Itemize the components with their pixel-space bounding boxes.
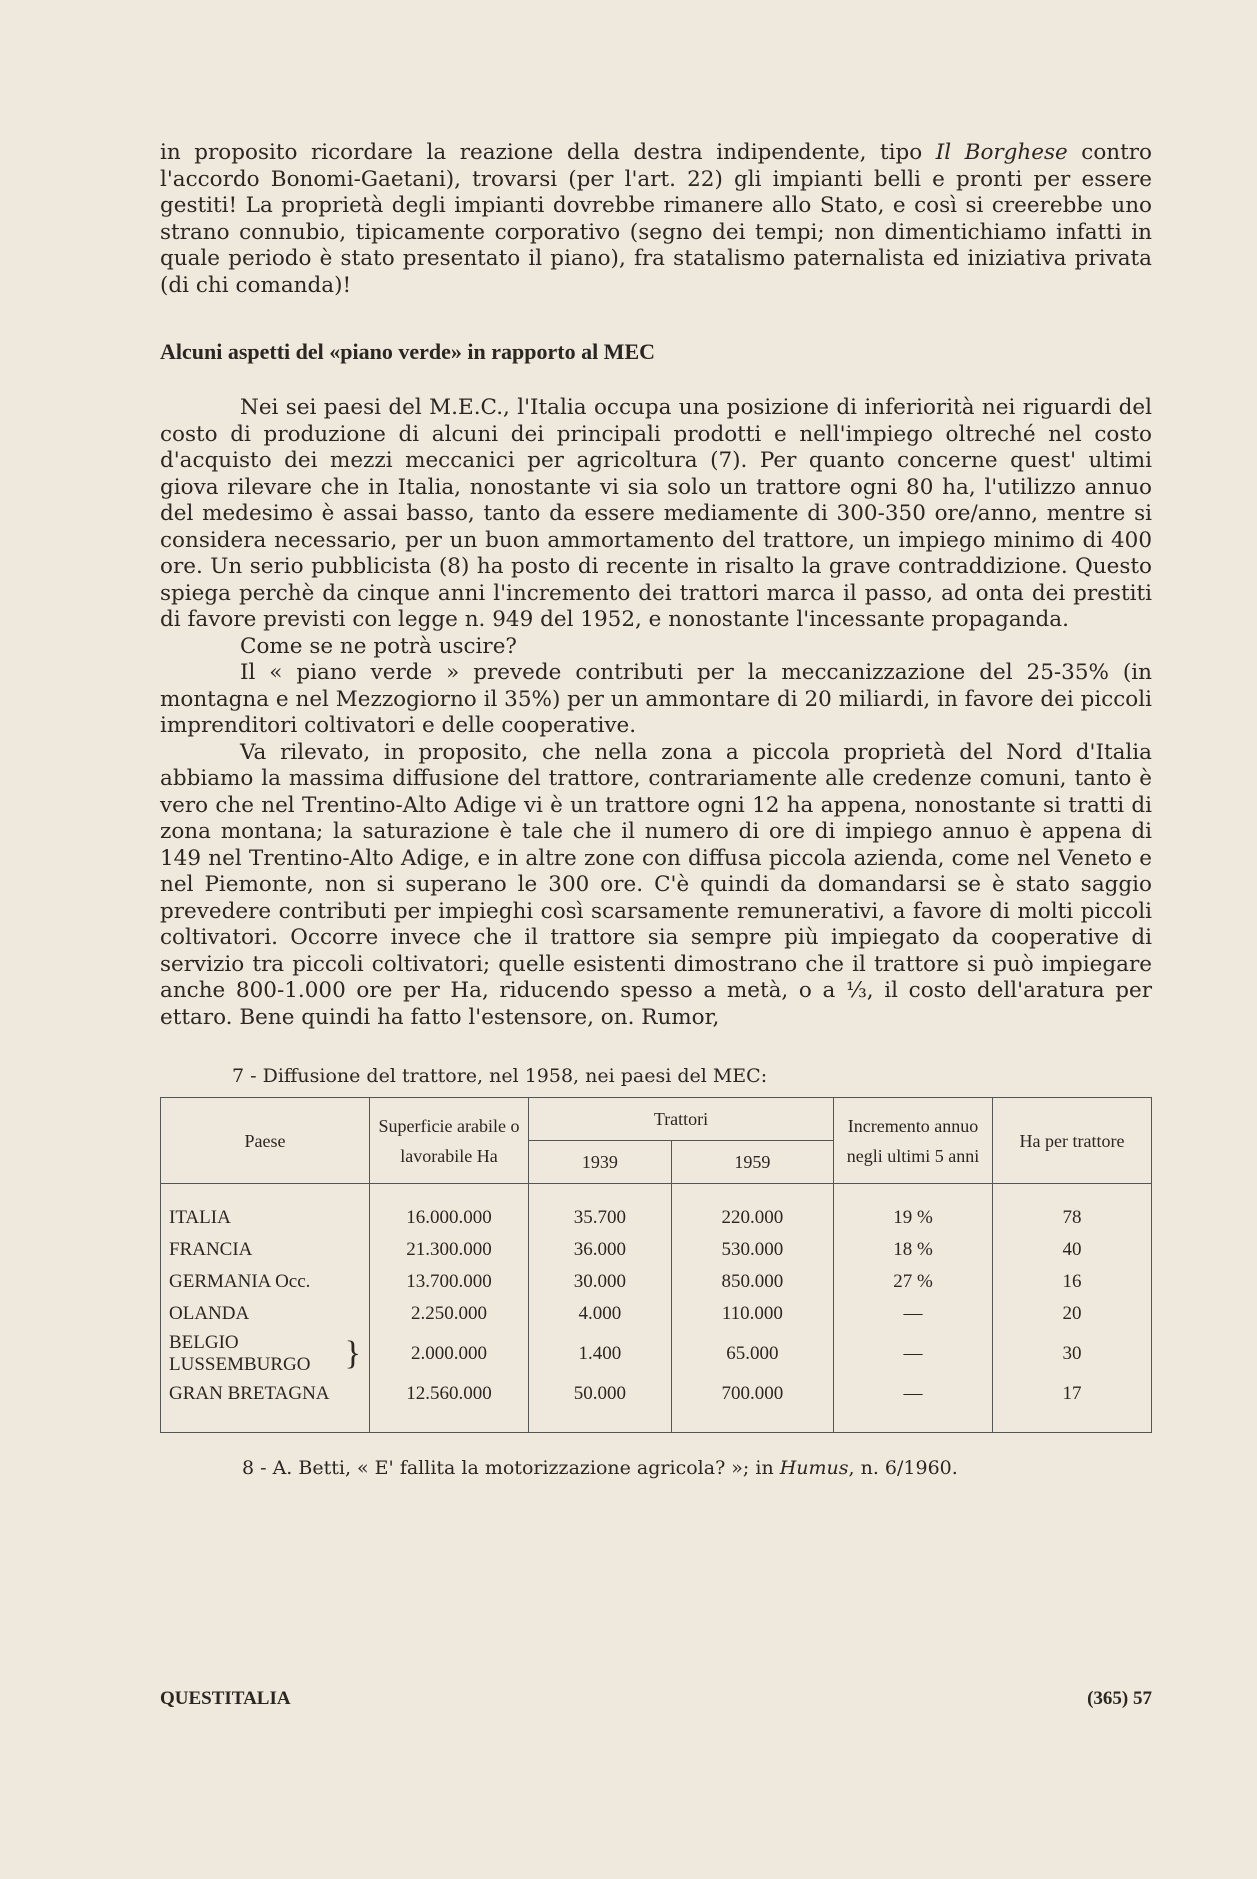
- cell-incremento: —: [834, 1298, 993, 1330]
- paragraph-1-rest: contro l'accordo Bonomi-Gaetani), trovarsi (per l'art. 22) gli impianti belli e pronti per essere gestiti! La proprietà degli impianti dovrebbe rimanere allo Stato, e così si creerebbe uno strano connubio, tipicamente corporativo (segno dei tempi; non dimentichiamo infatti in quale periodo è stato presentato il piano), fra statalismo paternalista ed iniziativa privata (di chi comanda)!: [160, 140, 1152, 298]
- cell-incremento: 27 %: [834, 1266, 993, 1298]
- header-trattori: Trattori: [529, 1098, 834, 1141]
- cell-superficie: 13.700.000: [370, 1266, 529, 1298]
- journal-name: QUESTITALIA: [160, 1688, 291, 1709]
- footnote-text: 8 - A. Betti, « E' fallita la motorizzazione agricola? »; in: [242, 1457, 780, 1479]
- page-body: [160, 140, 1152, 1479]
- cell-1939: 36.000: [529, 1234, 672, 1266]
- cell-paese-grouped: [161, 1330, 370, 1378]
- cell-1959: 700.000: [671, 1378, 833, 1433]
- cell-paese: OLANDA: [161, 1298, 370, 1330]
- page-footer: [160, 1688, 1152, 1710]
- paragraph-4: Il « piano verde » prevede contributi per la meccanizzazione del 25-35% (in montagna e nel Mezzogiorno il 35%) per un ammontare di 20 miliardi, in favore dei piccoli imprenditori coltivatori e delle cooperative.: [160, 660, 1152, 738]
- cell-ha: 40: [993, 1234, 1152, 1266]
- table-row: [161, 1378, 1152, 1433]
- paragraph-1-text: in proposito ricordare la reazione della destra indipendente, tipo: [160, 140, 936, 165]
- cell-incremento: —: [834, 1330, 993, 1378]
- tractor-table: [160, 1097, 1152, 1433]
- paragraph-3: Come se ne potrà uscire?: [240, 633, 517, 659]
- cell-superficie: 2.250.000: [370, 1298, 529, 1330]
- cell-1959: 530.000: [671, 1234, 833, 1266]
- paragraph-1: [160, 140, 1152, 299]
- cell-ha: 20: [993, 1298, 1152, 1330]
- table-row: [161, 1298, 1152, 1330]
- paragraph-5: Va rilevato, in proposito, che nella zona a piccola proprietà del Nord d'Italia abbiamo la massima diffusione del trattore, contrariamente alle credenze comuni, tanto è vero che nel Trentino-Alto Adige vi è un trattore ogni 12 ha appena, nonostante si tratti di zona montana; la saturazione è tale che il numero di ore di impiego annuo è appena di 149 nel Trentino-Alto Adige, e in altre zone con diffusa piccola azienda, come nel Veneto e nel Piemonte, non si superano le 300 ore. C'è quindi da domandarsi se è stato saggio prevedere contributi per impieghi così scarsamente remunerativi, a favore di molti piccoli coltivatori. Occorre invece che il trattore sia sempre più impiegato da cooperative di servizio tra piccoli coltivatori; quelle esistenti dimostrano che il trattore si può impiegare anche 800-1.000 ore per Ha, riducendo spesso a metà, o a ⅓, il costo dell'aratura per ettaro. Bene quindi ha fatto l'estensore, on. Rumor,: [160, 739, 1152, 1030]
- cell-1959: 110.000: [671, 1298, 833, 1330]
- footnote-suffix: , n. 6/1960.: [848, 1457, 958, 1479]
- cell-paese: GERMANIA Occ.: [161, 1266, 370, 1298]
- cell-1959: 220.000: [671, 1184, 833, 1235]
- cell-paese: BELGIO: [169, 1332, 239, 1353]
- cell-1939: 1.400: [529, 1330, 672, 1378]
- cell-incremento: —: [834, 1378, 993, 1433]
- header-paese: Paese: [161, 1098, 370, 1184]
- cell-1939: 30.000: [529, 1266, 672, 1298]
- brace-icon: }: [344, 1335, 361, 1372]
- cell-superficie: 12.560.000: [370, 1378, 529, 1433]
- footnote-italic: Humus: [779, 1457, 849, 1479]
- page-number: (365) 57: [1087, 1688, 1152, 1709]
- footnote: [242, 1457, 1152, 1479]
- cell-paese: FRANCIA: [161, 1234, 370, 1266]
- cell-paese: ITALIA: [161, 1184, 370, 1235]
- cell-superficie: 16.000.000: [370, 1184, 529, 1235]
- paragraph-1-italic: Il Borghese: [935, 140, 1068, 165]
- table-row: [161, 1330, 1152, 1378]
- cell-1959: 65.000: [671, 1330, 833, 1378]
- cell-ha: 16: [993, 1266, 1152, 1298]
- cell-superficie: 21.300.000: [370, 1234, 529, 1266]
- table-caption: 7 - Diffusione del trattore, nel 1958, nei paesi del MEC:: [232, 1065, 768, 1087]
- cell-1939: 4.000: [529, 1298, 672, 1330]
- cell-1939: 50.000: [529, 1378, 672, 1433]
- cell-ha: 78: [993, 1184, 1152, 1235]
- paragraph-2: Nei sei paesi del M.E.C., l'Italia occupa una posizione di inferiorità nei riguardi del costo di produzione di alcuni dei principali prodotti e nell'impiego oltreché nel costo d'acquisto dei mezzi meccanici per agricoltura (7). Per quanto concerne quest' ultimi giova rilevare che in Italia, nonostante vi sia solo un trattore ogni 80 ha, l'utilizzo annuo del medesimo è assai basso, tanto da essere mediamente di 300-350 ore/anno, mentre si considera necessario, per un buon ammortamento del trattore, un impiego minimo di 400 ore. Un serio pubblicista (8) ha posto di recente in risalto la grave contraddizione. Questo spiega perchè da cinque anni l'incremento dei trattori marca il passo, ad onta dei prestiti di favore previsti con legge n. 949 del 1952, e nonostante l'incessante propaganda.: [160, 395, 1152, 632]
- header-1939: 1939: [529, 1141, 672, 1184]
- cell-superficie: 2.000.000: [370, 1330, 529, 1378]
- cell-1959: 850.000: [671, 1266, 833, 1298]
- table-row: [161, 1234, 1152, 1266]
- table-row: [161, 1266, 1152, 1298]
- cell-1939: 35.700: [529, 1184, 672, 1235]
- header-ha-per-trattore: Ha per trattore: [993, 1098, 1152, 1184]
- header-incremento: Incremento annuo negli ultimi 5 anni: [834, 1098, 993, 1184]
- section-heading: Alcuni aspetti del «piano verde» in rapporto al MEC: [160, 339, 656, 364]
- header-1959: 1959: [671, 1141, 833, 1184]
- cell-incremento: 19 %: [834, 1184, 993, 1235]
- cell-ha: 17: [993, 1378, 1152, 1433]
- cell-paese-2: LUSSEMBURGO: [169, 1354, 311, 1375]
- cell-incremento: 18 %: [834, 1234, 993, 1266]
- cell-paese: GRAN BRETAGNA: [161, 1378, 370, 1433]
- header-superficie: Superficie arabile o lavorabile Ha: [370, 1098, 529, 1184]
- cell-ha: 30: [993, 1330, 1152, 1378]
- table-row: [161, 1184, 1152, 1235]
